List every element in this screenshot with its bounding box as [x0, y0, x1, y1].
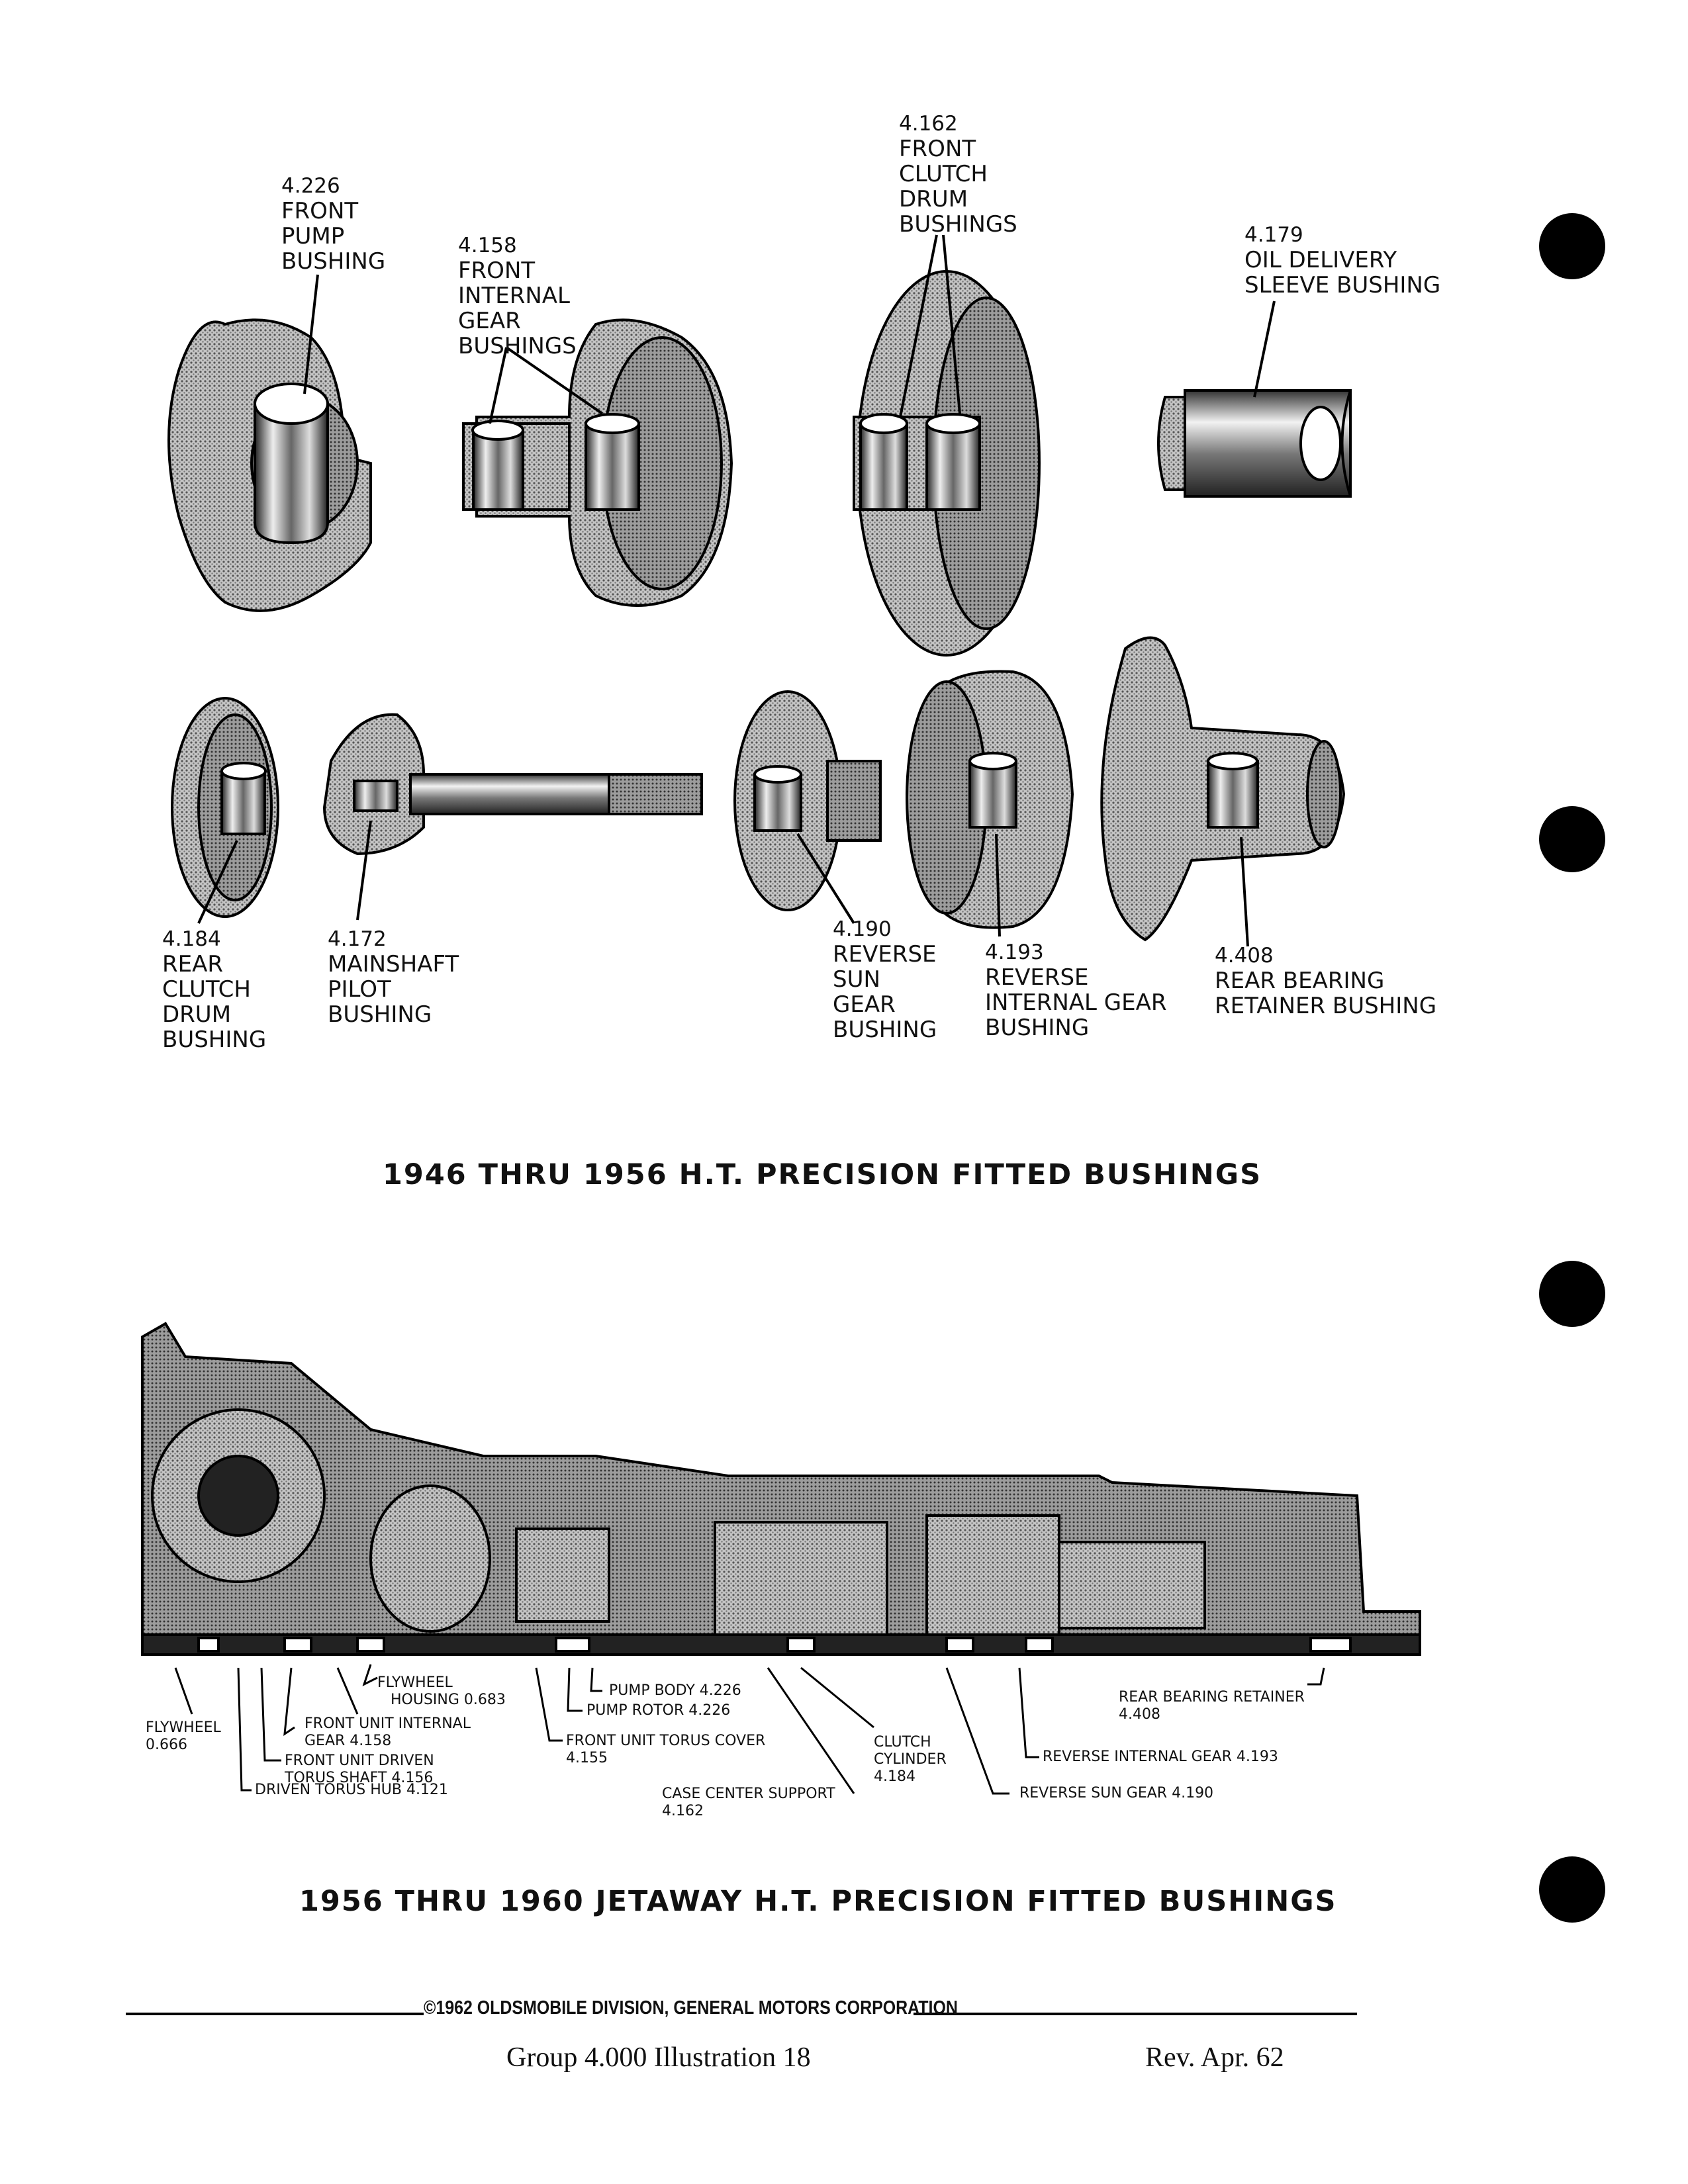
callout-line: HOUSING 0.683: [391, 1692, 506, 1708]
callout-rear-bearing-retainer: [1119, 1689, 1305, 1723]
mainshaft-part: [324, 715, 702, 920]
reverse-internal-gear-part: [907, 671, 1072, 936]
callout-pump-rotor: [586, 1702, 730, 1719]
callout-front-clutch-drum-bushings: [899, 111, 1017, 237]
callout-line: OIL DELIVERY: [1244, 247, 1397, 273]
callout-line: SUN: [833, 966, 880, 993]
callout-line: CLUTCH: [899, 161, 988, 187]
callout-line: CYLINDER: [874, 1751, 947, 1768]
callout-line: REAR: [162, 951, 223, 978]
callout-line: REAR BEARING: [1215, 968, 1385, 994]
callout-line: BUSHING: [985, 1015, 1090, 1041]
callout-line: CLUTCH: [874, 1734, 931, 1751]
front-clutch-drum-part: [854, 235, 1039, 655]
callout-line: GEAR: [458, 308, 521, 334]
binder-hole-4: [1539, 1856, 1605, 1923]
callout-line: TORUS SHAFT 4.156: [285, 1770, 434, 1786]
callout-front-unit-torus-cover: [566, 1733, 765, 1767]
footer-group-illustration: Group 4.000 Illustration 18: [506, 2042, 811, 2073]
callout-line: DRIVEN TORUS HUB 4.121: [255, 1782, 448, 1798]
callout-clutch-cylinder: [874, 1734, 947, 1786]
callout-line: REAR BEARING RETAINER: [1119, 1689, 1305, 1706]
footer-revision: Rev. Apr. 62: [1145, 2042, 1284, 2073]
oil-delivery-sleeve-part: [1158, 301, 1350, 496]
callout-line: FRONT UNIT DRIVEN: [285, 1752, 434, 1769]
callout-line: FRONT: [458, 257, 536, 284]
section-title-1946-1956: 1946 THRU 1956 H.T. PRECISION FITTED BUSHINGS: [383, 1158, 1262, 1191]
transmission-cutaway: [142, 1324, 1420, 1655]
callout-line: 4.162: [662, 1803, 704, 1819]
callout-line: RETAINER BUSHING: [1215, 993, 1437, 1019]
callout-number: 4.179: [1244, 223, 1303, 247]
callout-line: INTERNAL GEAR: [985, 989, 1167, 1016]
reverse-sun-gear-part: [735, 692, 880, 923]
callout-line: CASE CENTER SUPPORT: [662, 1786, 835, 1802]
callout-line: BUSHING: [281, 248, 386, 275]
callout-line: 4.184: [874, 1768, 915, 1785]
callout-line: BUSHING: [833, 1017, 937, 1043]
callout-reverse-internal-gear: [1043, 1749, 1278, 1766]
callout-pump-body: [609, 1682, 741, 1700]
binder-hole-1: [1539, 213, 1605, 279]
callout-line: BUSHINGS: [458, 333, 577, 359]
callout-reverse-sun-gear-bushing: [833, 917, 937, 1042]
callout-line: FLYWHEEL: [146, 1719, 221, 1736]
callout-line: CLUTCH: [162, 976, 251, 1003]
callout-line: REVERSE INTERNAL GEAR 4.193: [1043, 1749, 1278, 1765]
section-title-1956-1960: 1956 THRU 1960 JETAWAY H.T. PRECISION FITTED BUSHINGS: [299, 1885, 1337, 1918]
callout-flywheel-housing: [377, 1674, 506, 1709]
binder-hole-2: [1539, 806, 1605, 872]
callout-line: GEAR: [833, 991, 896, 1018]
callout-line: FLYWHEEL: [377, 1674, 453, 1691]
callout-number: 4.162: [899, 112, 958, 136]
callout-flywheel: [146, 1719, 221, 1754]
callout-line: REVERSE: [833, 941, 937, 968]
callout-line: INTERNAL: [458, 283, 570, 309]
rear-bearing-retainer-part: [1102, 638, 1344, 946]
callout-front-internal-gear-bushings: [458, 233, 577, 359]
callout-reverse-sun-gear: [1019, 1785, 1213, 1802]
callout-line: PILOT: [328, 976, 391, 1003]
callout-front-pump-bushing: [281, 173, 385, 274]
callout-line: FRONT UNIT TORUS COVER: [566, 1733, 766, 1749]
callout-number: 4.190: [833, 917, 892, 941]
callout-rear-bearing-retainer-bushing: [1215, 943, 1436, 1019]
callout-line: MAINSHAFT: [328, 951, 459, 978]
callout-line: SLEEVE BUSHING: [1244, 272, 1441, 298]
callout-line: REVERSE: [985, 964, 1089, 991]
callout-rear-clutch-drum-bushing: [162, 927, 266, 1052]
callout-line: PUMP: [281, 223, 345, 250]
rear-clutch-drum-part: [172, 698, 278, 923]
callout-line: GEAR 4.158: [305, 1733, 392, 1749]
callout-line: FRONT: [899, 136, 976, 162]
binder-hole-3: [1539, 1261, 1605, 1327]
callout-line: 4.408: [1119, 1706, 1160, 1723]
callout-number: 4.172: [328, 927, 387, 951]
callout-number: 4.184: [162, 927, 221, 951]
callout-number: 4.158: [458, 234, 517, 257]
callout-mainshaft-pilot-bushing: [328, 927, 459, 1027]
callout-line: PUMP BODY 4.226: [609, 1682, 741, 1699]
callout-line: DRUM: [162, 1001, 232, 1028]
callout-line: BUSHING: [328, 1001, 432, 1028]
binder-holes: [1539, 213, 1605, 1923]
callout-reverse-internal-gear-bushing: [985, 940, 1167, 1040]
callout-line: REVERSE SUN GEAR 4.190: [1019, 1785, 1214, 1801]
callout-number: 4.408: [1215, 944, 1274, 968]
callout-line: FRONT UNIT INTERNAL: [305, 1715, 471, 1732]
callout-number: 4.226: [281, 174, 340, 198]
callout-driven-torus-hub: [255, 1782, 448, 1799]
callout-oil-delivery-sleeve-bushing: [1244, 222, 1440, 298]
callout-line: BUSHING: [162, 1026, 267, 1053]
front-internal-gear-part: [463, 320, 731, 606]
callout-front-unit-internal-gear: [305, 1715, 471, 1750]
callout-line: FRONT: [281, 198, 359, 224]
front-pump-part: [169, 275, 371, 611]
callout-number: 4.193: [985, 940, 1044, 964]
callout-line: 4.155: [566, 1750, 608, 1766]
callout-line: DRUM: [899, 186, 968, 212]
callout-case-center-support: [662, 1786, 835, 1820]
callout-line: PUMP ROTOR 4.226: [586, 1702, 731, 1719]
footer-copyright: ©1962 OLDSMOBILE DIVISION, GENERAL MOTORS CORPORATION: [424, 1997, 958, 2019]
callout-line: BUSHINGS: [899, 211, 1017, 238]
callout-line: 0.666: [146, 1737, 187, 1753]
